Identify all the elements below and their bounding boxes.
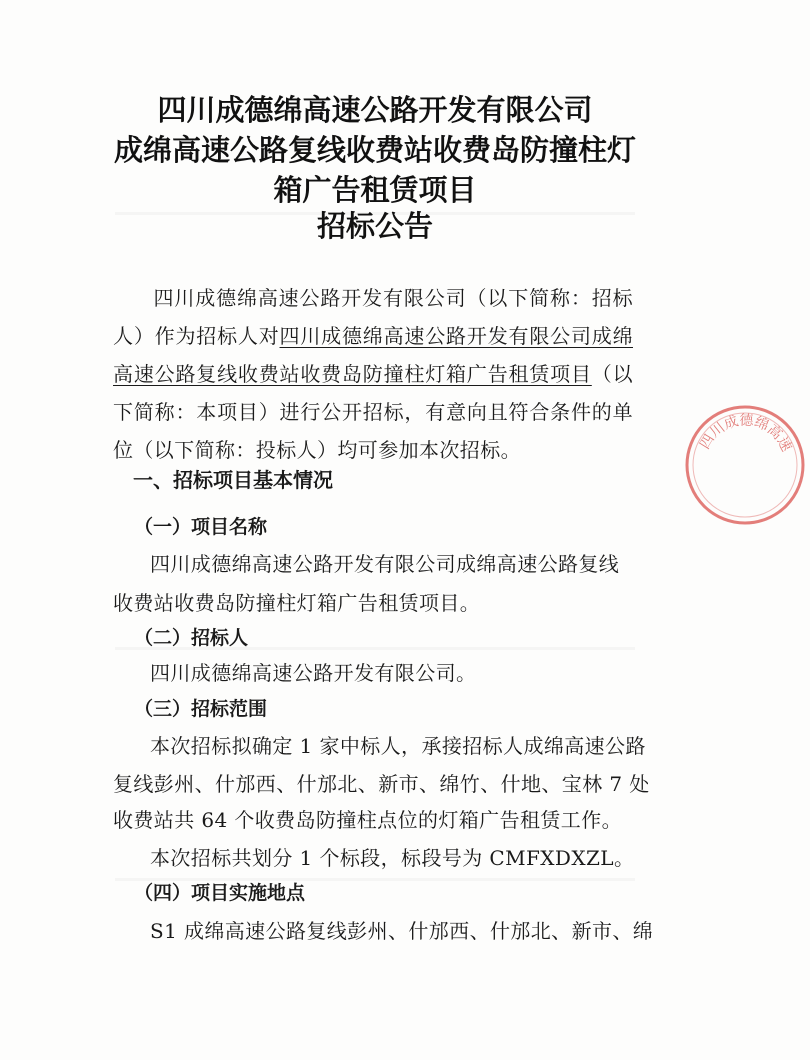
item2-line1: 四川成德绵高速公路开发有限公司。 (150, 661, 477, 685)
item3-line3: 收费站共 64 个收费岛防撞柱点位的灯箱广告租赁工作。 (113, 808, 622, 832)
title-company: 四川成德绵高速公路开发有限公司 (157, 93, 593, 127)
item3-line2: 复线彭州、什邡西、什邡北、新市、绵竹、什地、宝林 7 处 (113, 772, 650, 796)
item1-line2: 收费站收费岛防撞柱灯箱广告租赁项目。 (113, 591, 481, 615)
intro-project-name: 四川成德绵高速公路开发有限公司成绵高速公路复线收费站收费岛防撞柱灯箱广告租赁项目 (113, 324, 633, 386)
item3-line4: 本次招标共划分 1 个标段，标段号为 CMFXDXZL。 (150, 846, 635, 870)
section1-heading: 一、招标项目基本情况 (133, 468, 333, 492)
item4-heading: （四）项目实施地点 (134, 882, 306, 904)
intro-part2: （以下简称：本项目）进行公开招标，有意向且符合条件的单位（以下简称：投标人）均可参加本次招标。 (113, 362, 633, 462)
title-project-line2: 箱广告租赁项目 (273, 173, 477, 207)
seal-text: 四川成德绵高速 (697, 412, 795, 455)
intro-part1: 四川成德绵高速公路开发有限公司（以下简称：招标人）作为招标人对 (113, 286, 633, 348)
item2-heading: （二）招标人 (134, 627, 249, 649)
item1-line1: 四川成德绵高速公路开发有限公司成绵高速公路复线 (150, 552, 620, 576)
title-notice: 招标公告 (316, 209, 433, 243)
item3-line1: 本次招标拟确定 1 家中标人，承接招标人成绵高速公路 (150, 734, 646, 758)
company-seal-icon (680, 400, 810, 530)
item1-heading: （一）项目名称 (134, 516, 268, 538)
item4-line1: S1 成绵高速公路复线彭州、什邡西、什邡北、新市、绵 (150, 919, 654, 943)
intro-paragraph (113, 279, 633, 469)
item3-heading: （三）招标范围 (134, 698, 268, 720)
title-project-line1: 成绵高速公路复线收费站收费岛防撞柱灯 (113, 133, 636, 167)
